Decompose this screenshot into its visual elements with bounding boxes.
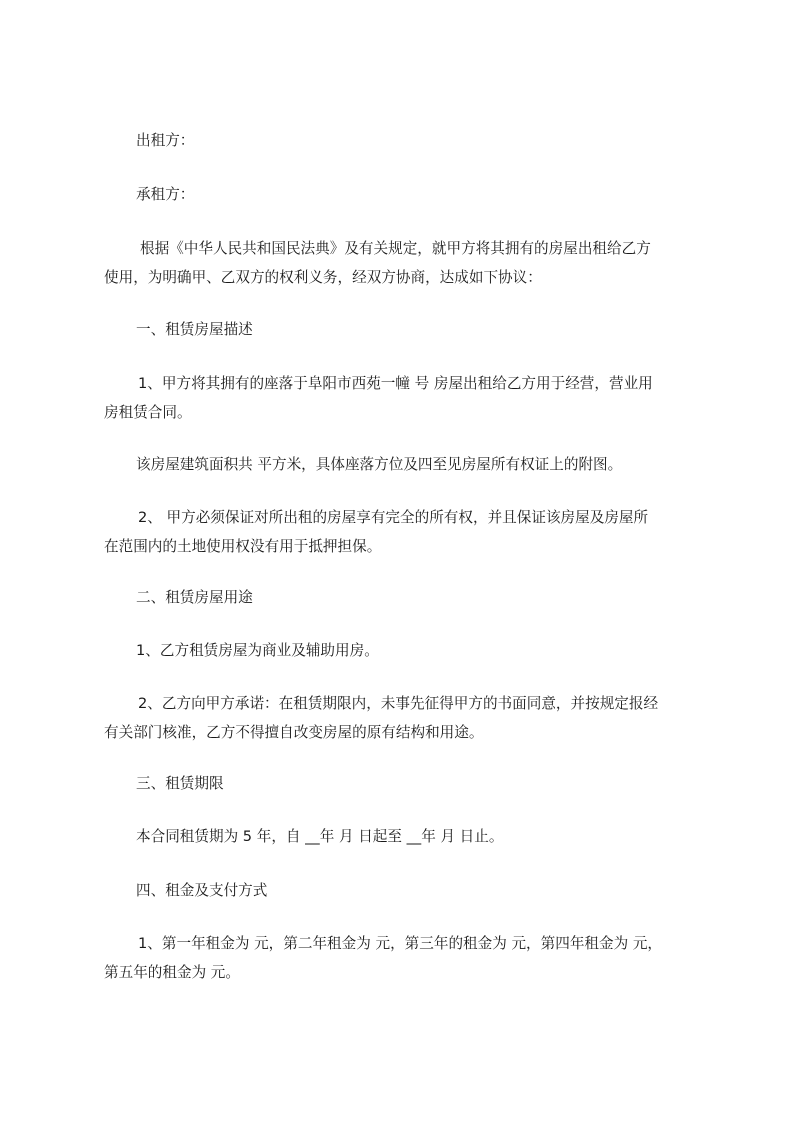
section-4-item-1-line-1: 1、第一年租金为 元，第二年租金为 元，第三年的租金为 元，第四年租金为 元， [138,935,663,952]
section-1-heading: 一、租赁房屋描述 [136,321,253,338]
section-1-item-1-line-2: 房租赁合同。 [104,404,192,421]
preamble-paragraph [104,234,651,292]
section-2-item-2-line-2: 有关部门核准，乙方不得擅自改变房屋的原有结构和用途。 [104,724,484,741]
lessee-label: 承租方： [136,186,195,203]
section-3-term: 本合同租赁期为 5 年，自 __年 月 日起至 __年 月 日止。 [136,828,504,845]
lessor-label: 出租方： [136,132,195,149]
section-1-item-2 [104,503,648,561]
preamble-line-2: 使用，为明确甲、乙双方的权利义务，经双方协商，达成如下协议： [104,269,542,286]
section-1-item-1-line-1: 1、甲方将其拥有的座落于阜阳市西苑一幢 号 房屋出租给乙方用于经营，营业用 [138,375,653,392]
section-3-heading: 三、租赁期限 [136,775,224,792]
section-4-item-1 [104,929,662,987]
section-1-area: 该房屋建筑面积共 平方米，具体座落方位及四至见房屋所有权证上的附图。 [136,456,623,473]
section-2-heading: 二、租赁房屋用途 [136,589,253,606]
section-2-item-2 [104,689,658,747]
section-1-item-2-line-1: 2、 甲方必须保证对所出租的房屋享有完全的所有权，并且保证该房屋及房屋所 [138,509,649,526]
section-2-item-1: 1、乙方租赁房屋为商业及辅助用房。 [136,642,379,659]
section-2-item-2-line-1: 2、乙方向甲方承诺：在租赁期限内，未事先征得甲方的书面同意，并按规定报经 [138,695,659,712]
preamble-line-1: 根据《中华人民共和国民法典》及有关规定，就甲方将其拥有的房屋出租给乙方 [140,240,651,257]
section-1-item-2-line-2: 在范围内的土地使用权没有用于抵押担保。 [104,538,382,555]
section-1-item-1 [104,369,653,427]
section-4-item-1-line-2: 第五年的租金为 元。 [104,964,240,981]
section-4-heading: 四、租金及支付方式 [136,882,268,899]
